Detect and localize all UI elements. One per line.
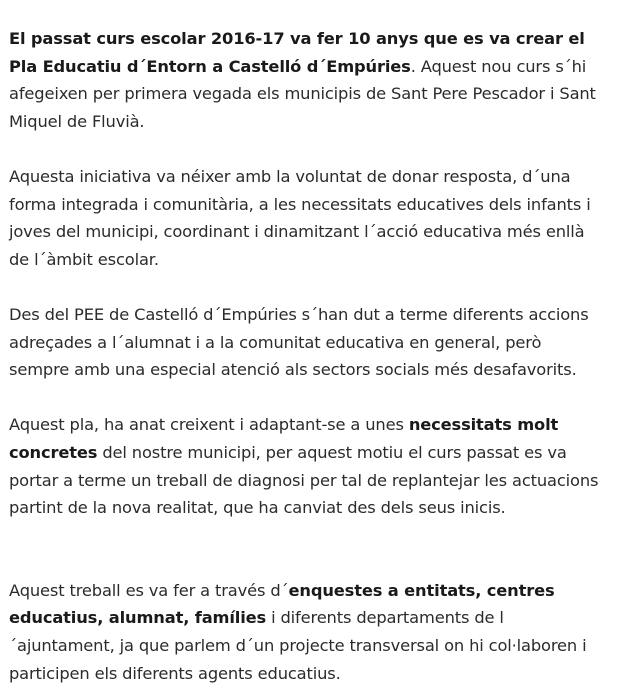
intro-highlight: El passat curs escolar 2016-17 va fer 10 anys que es va crear el Pla Educatiu d´Entorn a Castelló d´Empúries bbox=[9, 29, 585, 76]
initiative-text: Aquesta iniciativa va néixer amb la voluntat de donar resposta, d´una forma integrada i comunitària, a les necessitats educatives dels infants i joves del municipi, coordinant i dinamitzant l´acció educativa més enllà de l´àmbit escolar. bbox=[9, 166, 591, 269]
paragraph-initiative bbox=[9, 163, 605, 273]
paragraph-growth bbox=[9, 411, 605, 521]
actions-text: Des del PEE de Castelló d´Empúries s´han dut a terme diferents accions adreçades a l´alumnat i a la comunitat educativa en general, però sempre amb una especial atenció als sectors socials més desafavorits. bbox=[9, 304, 589, 380]
paragraph-intro bbox=[9, 25, 605, 135]
paragraph-survey bbox=[9, 577, 605, 687]
paragraph-actions bbox=[9, 301, 605, 384]
survey-highlight: enquestes a entitats, centres educatius, alumnat, famílies bbox=[9, 580, 555, 628]
growth-text-end: del nostre municipi, per aquest motiu el curs passat es va portar a terme un treball de diagnosi per tal de replantejar les actuacions partint de la nova realitat, que ha canviat des dels seus inicis. bbox=[9, 442, 599, 518]
intro-text: . Aquest nou curs s´hi afegeixen per primera vegada els municipis de Sant Pere Pescador i Sant Miquel de Fluvià. bbox=[9, 56, 596, 131]
survey-text-end: i diferents departaments de l´ajuntament, ja que parlem d´un projecte transversal on hi col·laboren i participen els diferents agents educatius. bbox=[9, 608, 587, 683]
survey-text-start: Aquest treball es va fer a través d´ bbox=[9, 580, 289, 600]
growth-highlight: necessitats molt concretes bbox=[9, 415, 559, 462]
growth-text-start: Aquest pla, ha anat creixent i adaptant-se a unes bbox=[9, 415, 409, 435]
